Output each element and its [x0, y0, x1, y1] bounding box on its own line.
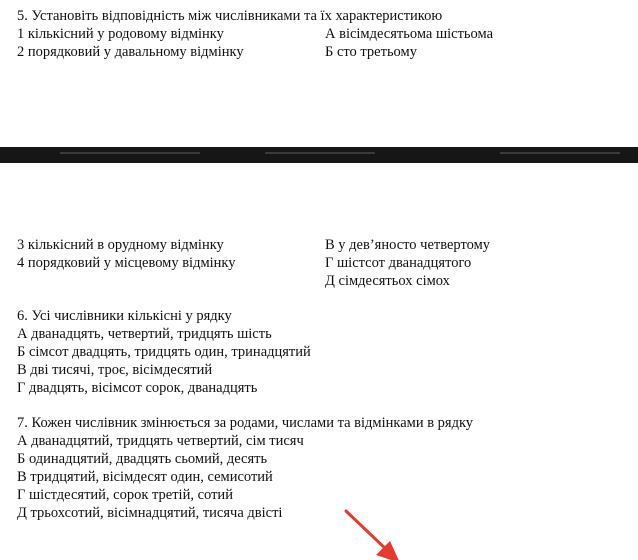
band-faded-text	[265, 152, 375, 154]
red-arrow-shaft	[346, 511, 388, 551]
q6-option-v: В дві тисячі, троє, вісімдесятий	[17, 362, 213, 378]
red-arrow-icon	[340, 505, 410, 560]
q7-option-b: Б одинадцятий, двадцять сьомий, десять	[17, 451, 268, 467]
q7-title: 7. Кожен числівник змінюється за родами, числами та відмінками в рядку	[17, 415, 474, 431]
q5-right-item-d: Д сімдесятьох сімох	[325, 273, 450, 289]
q6-option-b: Б сімсот двадцять, тридцять один, тринадцятий	[17, 344, 311, 360]
q5-right-item-a: А вісімдесятьома шістьома	[325, 26, 494, 42]
q7-option-d: Д трьохсотий, вісімнадцятий, тисяча двісті	[17, 505, 283, 521]
q7-option-v: В тридцятий, вісімдесят один, семисотий	[17, 469, 273, 485]
band-faded-text	[60, 152, 200, 154]
q5-left-item-1: 1 кількісний у родовому відмінку	[17, 26, 224, 42]
q5-left-item-4: 4 порядковий у місцевому відмінку	[17, 255, 236, 271]
q7-option-a: А дванадцятий, тридцять четвертий, сім тисяч	[17, 433, 304, 449]
q6-option-g: Г двадцять, вісімсот сорок, дванадцять	[17, 380, 258, 396]
q6-title: 6. Усі числівники кількісні у рядку	[17, 308, 232, 324]
q6-option-a: А дванадцять, четвертий, тридцять шість	[17, 326, 272, 342]
band-faded-text	[500, 152, 620, 154]
page-break-band	[0, 147, 638, 163]
q5-right-item-v: В у дев’яносто четвертому	[325, 237, 491, 253]
q5-left-item-2: 2 порядковий у давальному відмінку	[17, 44, 244, 60]
q7-option-g: Г шістдесятий, сорок третій, сотий	[17, 487, 233, 503]
q5-left-item-3: 3 кількісний в орудному відмінку	[17, 237, 224, 253]
q5-right-item-g: Г шістсот дванадцятого	[325, 255, 472, 271]
q5-title: 5. Установіть відповідність між числівниками та їх характеристикою	[17, 8, 443, 24]
q5-right-item-b: Б сто третьому	[325, 44, 417, 60]
